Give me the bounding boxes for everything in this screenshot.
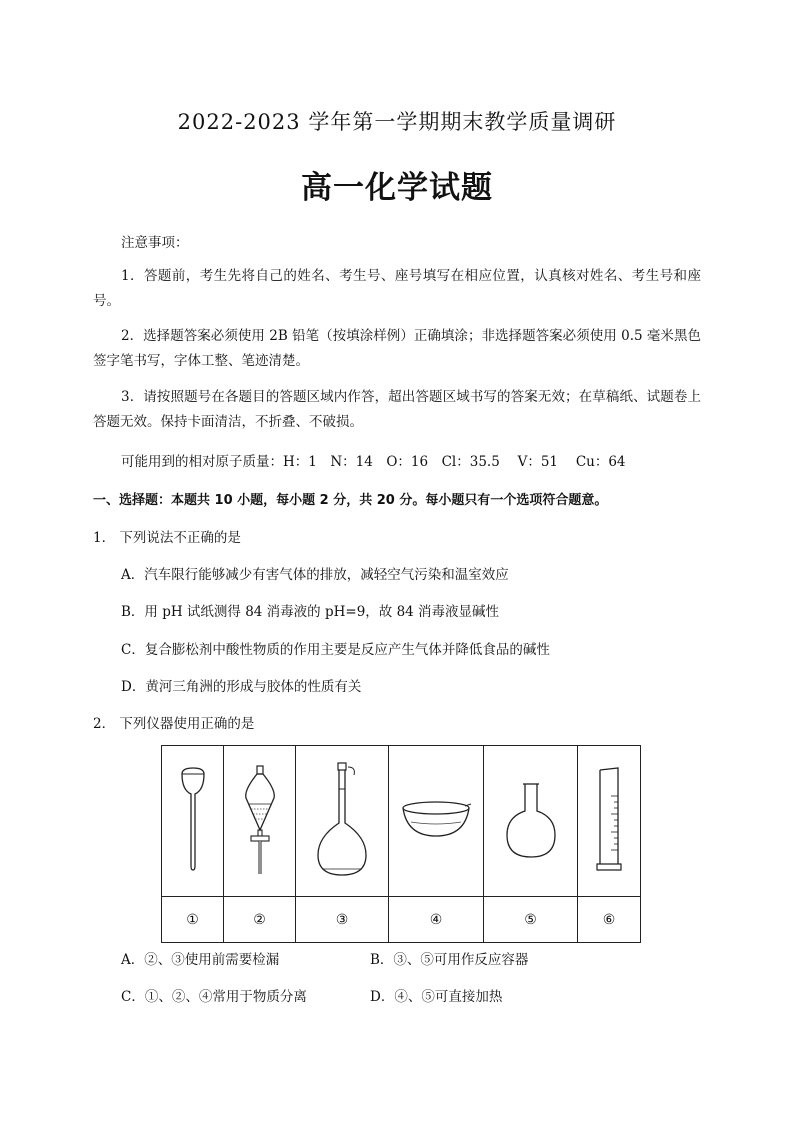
apparatus-label: ① [162,897,224,943]
option-b: B．③、⑤可用作反应容器 [370,952,529,968]
question-stem: 1． 下列说法不正确的是 [93,530,241,546]
apparatus-table [161,745,641,943]
thistle-funnel-icon [178,766,208,876]
option-d: D．黄河三角洲的形成与胶体的性质有关 [121,679,362,695]
notice-item: 1．答题前，考生先将自己的姓名、考生号、座号填写在相应位置，认真核对姓名、考生号和座号。 [93,268,701,309]
option-d: D．④、⑤可直接加热 [370,989,503,1005]
apparatus-label: ④ [389,897,484,943]
apparatus-cell [484,746,578,897]
apparatus-label: ⑤ [484,897,578,943]
section-heading: 一、选择题：本题共 10 小题，每小题 2 分，共 20 分。每小题只有一个选项符合题意。 [93,493,608,508]
separatory-funnel-icon [240,764,280,879]
apparatus-cell [224,746,296,897]
option-c: C．①、②、④常用于物质分离 [121,989,307,1005]
option-a: A．汽车限行能够减少有害气体的排放，减轻空气污染和温室效应 [121,567,509,583]
atomic-masses: 可能用到的相对原子质量：H：1 N：14 O：16 Cl：35.5 V：51 Cu：64 [121,454,626,470]
page-title: 高一化学试题 [301,170,493,206]
apparatus-cell [578,746,641,897]
option-a: A．②、③使用前需要检漏 [121,952,280,968]
evaporating-dish-icon [399,796,473,846]
notice-item: 2．选择题答案必须使用 2B 铅笔（按填涂样例）正确填涂；非选择题答案必须使用 0.5 毫米黑色签字笔书写，字体工整、笔迹清楚。 [93,328,701,369]
notice-heading: 注意事项： [121,235,189,251]
graduated-cylinder-icon [594,766,624,876]
option-b: B．用 pH 试纸测得 84 消毒液的 pH=9，故 84 消毒液显碱性 [121,604,500,620]
question-stem: 2． 下列仪器使用正确的是 [93,716,255,732]
apparatus-cell [162,746,224,897]
apparatus-label: ⑥ [578,897,641,943]
apparatus-label: ③ [296,897,389,943]
round-bottom-flask-icon [503,781,559,861]
notice-item: 3．请按照题号在各题目的答题区域内作答，超出答题区域书写的答案无效；在草稿纸、试题卷上答题无效。保持卡面清洁，不折叠、不破损。 [93,389,701,430]
volumetric-flask-icon [312,761,372,881]
exam-subtitle: 2022-2023 学年第一学期期末教学质量调研 [177,110,617,134]
option-c: C．复合膨松剂中酸性物质的作用主要是反应产生气体并降低食品的碱性 [121,642,550,658]
apparatus-cell [389,746,484,897]
apparatus-label: ② [224,897,296,943]
apparatus-cell [296,746,389,897]
